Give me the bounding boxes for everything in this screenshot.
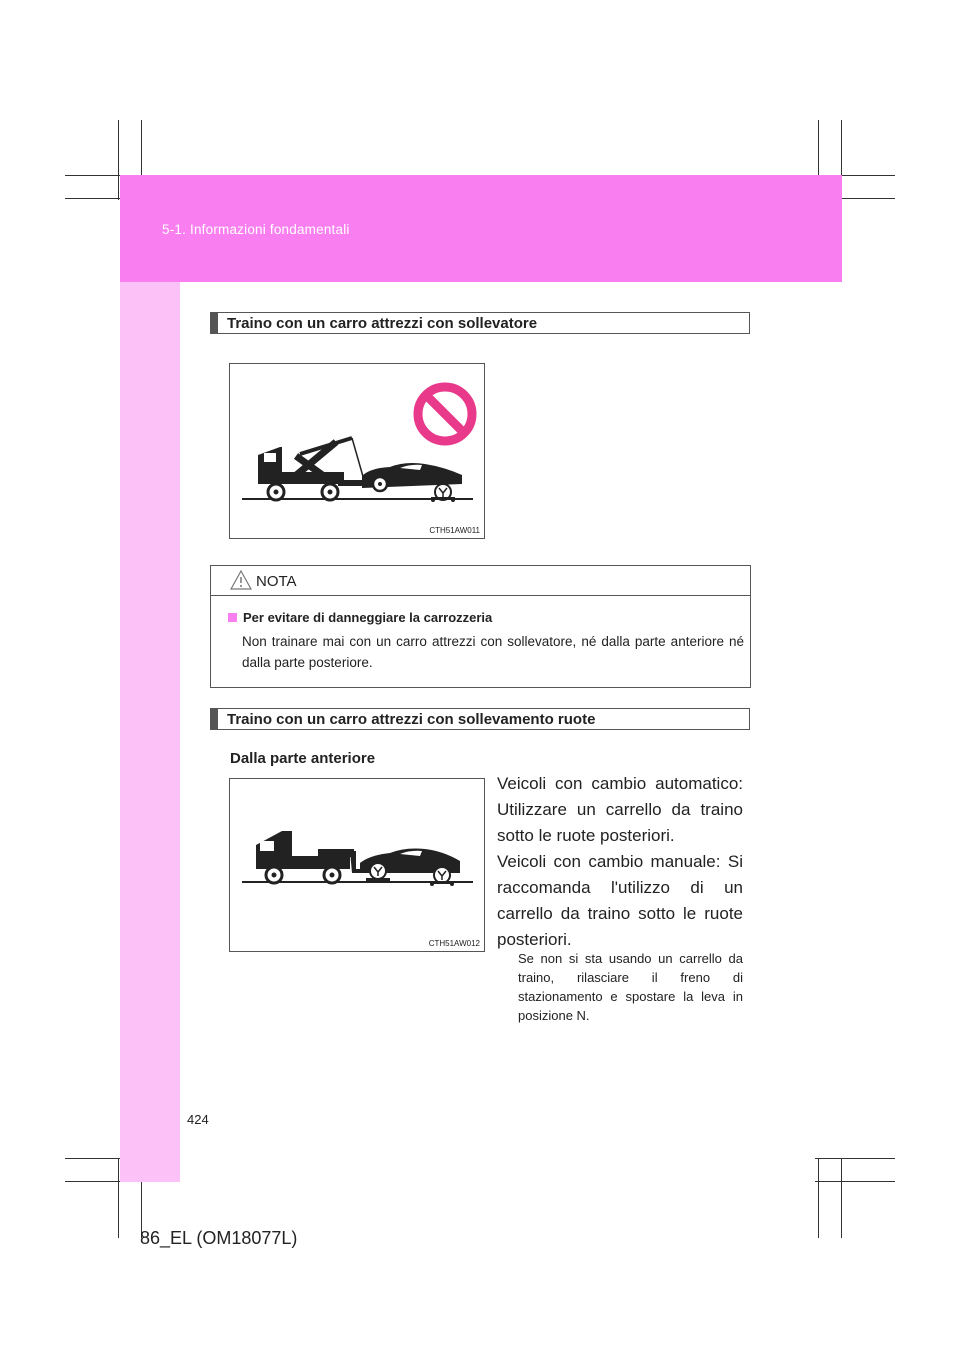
section-title: Traino con un carro attrezzi con sollevamento ruote — [227, 711, 596, 728]
section-header-sollevatore — [210, 312, 750, 334]
figure-code: CTH51AW012 — [428, 939, 480, 948]
crop-mark — [815, 1181, 895, 1182]
section-header-bar — [211, 313, 218, 333]
side-band — [120, 282, 180, 1182]
nota-body: Non trainare mai con un carro attrezzi con sollevatore, né dalla parte anteriore né dalla parte posteriore. — [242, 634, 744, 670]
tow-truck-lift-illustration — [230, 364, 486, 540]
crop-mark — [815, 1158, 895, 1159]
breadcrumb: 5-1. Informazioni fondamentali — [162, 222, 350, 237]
crop-mark — [118, 1158, 119, 1238]
crop-mark — [818, 1158, 819, 1238]
section-header-bar — [211, 709, 218, 729]
paragraph-automatic: Veicoli con cambio automatico: Utilizzare un carrello da traino sotto le ruote posteriori. — [497, 774, 743, 845]
figure-code: CTH51AW011 — [429, 526, 480, 535]
nota-title-text: Per evitare di danneggiare la carrozzeria — [243, 610, 493, 625]
section-title: Traino con un carro attrezzi con sollevatore — [227, 315, 538, 332]
doc-code: 86_EL (OM18077L) — [140, 1228, 298, 1248]
crop-mark — [841, 1158, 842, 1238]
paragraph-manual: Veicoli con cambio manuale: Si raccomanda l'utilizzo di un carrello da traino sotto le ruote posteriori. — [497, 852, 743, 949]
nota-header — [211, 566, 750, 596]
page-number: 424 — [187, 1112, 209, 1127]
nota-box — [210, 565, 751, 688]
figure-wheel-lift-tow — [229, 778, 485, 952]
wheel-lift-tow-illustration — [230, 779, 486, 953]
section-header-sollevamento-ruote — [210, 708, 750, 730]
figure-flatbed-tow — [229, 363, 485, 539]
note-small: Se non si sta usando un carrello da traino, rilasciare il freno di stazionamento e spostare la leva in posizione N. — [518, 951, 743, 1023]
bullet-square-icon — [228, 613, 237, 622]
prohibition-icon — [418, 387, 472, 441]
warning-icon — [230, 570, 252, 590]
nota-label: NOTA — [256, 573, 297, 590]
nota-title — [228, 610, 492, 625]
subheading: Dalla parte anteriore — [230, 750, 376, 767]
crop-mark — [118, 120, 119, 200]
